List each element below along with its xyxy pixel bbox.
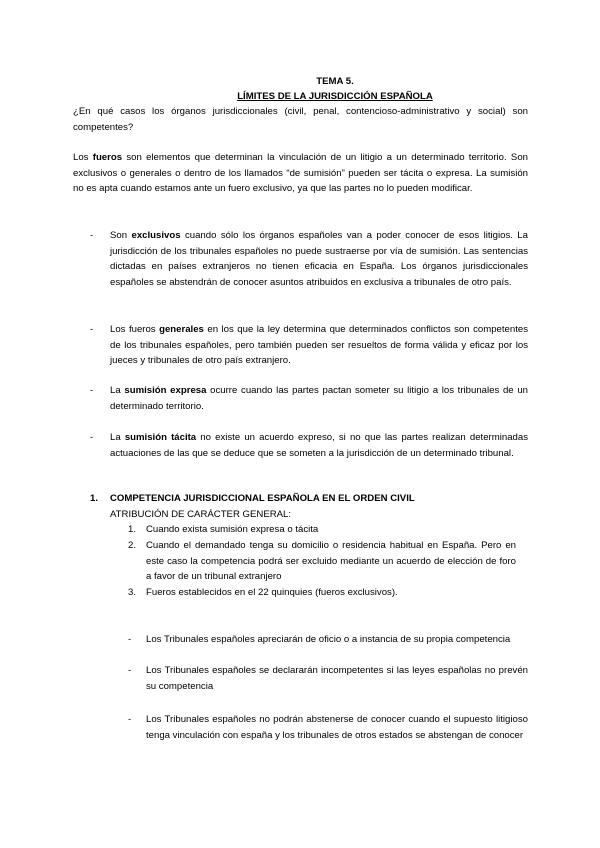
bullet-marker: - (90, 230, 94, 241)
dash-marker: - (128, 634, 132, 645)
list-item: Cuando exista sumisión expresa o tácita (146, 524, 319, 535)
dash-marker: - (128, 714, 132, 725)
section-number: 1. (90, 493, 99, 504)
list-item: Fueros establecidos en el 22 quinquies (fueros exclusivos). (146, 587, 398, 598)
list-item: Los Tribunales españoles no podrán abstenerse de conocer cuando el supuesto litigioso tenga vinculación con españa y los tribunales de otros estados se abstengan de conocer (146, 714, 528, 741)
intro-paragraph: Los fueros son elementos que determinan la vinculación de un litigio a un determinado territorio. Son exclusivos o generales o dentro de los llamados “de sumisión” pueden ser tácita o expresa. La sumisión no es apta cuando estamos ante un fuero exclusivo, ya que las partes no lo pueden modificar. (73, 152, 528, 194)
doc-title: TEMA 5. (316, 76, 354, 87)
dash-marker: - (128, 665, 132, 676)
bullet-sumision-tacita: La sumisión tácita no existe un acuerdo expreso, si no que las partes realizan determinadas actuaciones de las que se deduce que se someten a la jurisdicción de un determinado tribunal. (110, 432, 529, 459)
bullet-marker: - (90, 324, 94, 335)
item-number: 1. (128, 524, 137, 535)
bullet-generales: Los fueros generales en los que la ley determina que determinados conflictos son competentes de los tribunales españoles, pero también pueden ser resueltos de forma válida y eficaz por los jueces y tribunales de otro país extranjero. (110, 324, 528, 366)
list-item: Los Tribunales españoles se declararán incompetentes si las leyes españolas no prevén su competencia (146, 665, 528, 692)
list-item: Los Tribunales españoles apreciarán de oficio o a instancia de su propia competencia (146, 634, 511, 645)
list-item: Cuando el demandado tenga su domicilio o residencia habitual en España. Pero en este caso la competencia podrá ser excluido mediante un acuerdo de elección de foro a favor de un tribunal extranjero (146, 540, 516, 582)
section-subheading: ATRIBUCIÓN DE CARÁCTER GENERAL: (110, 509, 292, 520)
item-number: 3. (128, 587, 137, 598)
fueros-term: fueros (92, 152, 123, 163)
doc-subtitle: LÍMITES DE LA JURISDICCIÓN ESPAÑOLA (237, 91, 433, 102)
bullet-marker: - (90, 385, 94, 396)
bullet-marker: - (90, 432, 94, 443)
bullet-sumision-expresa: La sumisión expresa ocurre cuando las partes pactan someter su litigio a los tribunales de un determinado territorio. (110, 385, 528, 412)
question-paragraph: ¿En qué casos los órganos jurisdiccionales (civil, penal, contencioso-administrativo y social) son competentes? (73, 106, 528, 133)
section-heading: COMPETENCIA JURISDICCIONAL ESPAÑOLA EN EL ORDEN CIVIL (110, 493, 415, 504)
item-number: 2. (128, 540, 137, 551)
bullet-exclusivos: Son exclusivos cuando sólo los órganos españoles van a poder conocer de esos litigios. La jurisdicción de los tribunales españoles no puede sustraerse por vía de sumisión. Las sentencias dictadas en países extranjeros no tienen eficacia en España. Los órganos jurisdiccionales españoles se abstendrán de conocer asuntos atribuidos en exclusiva a tribunales de otro país. (110, 230, 528, 288)
